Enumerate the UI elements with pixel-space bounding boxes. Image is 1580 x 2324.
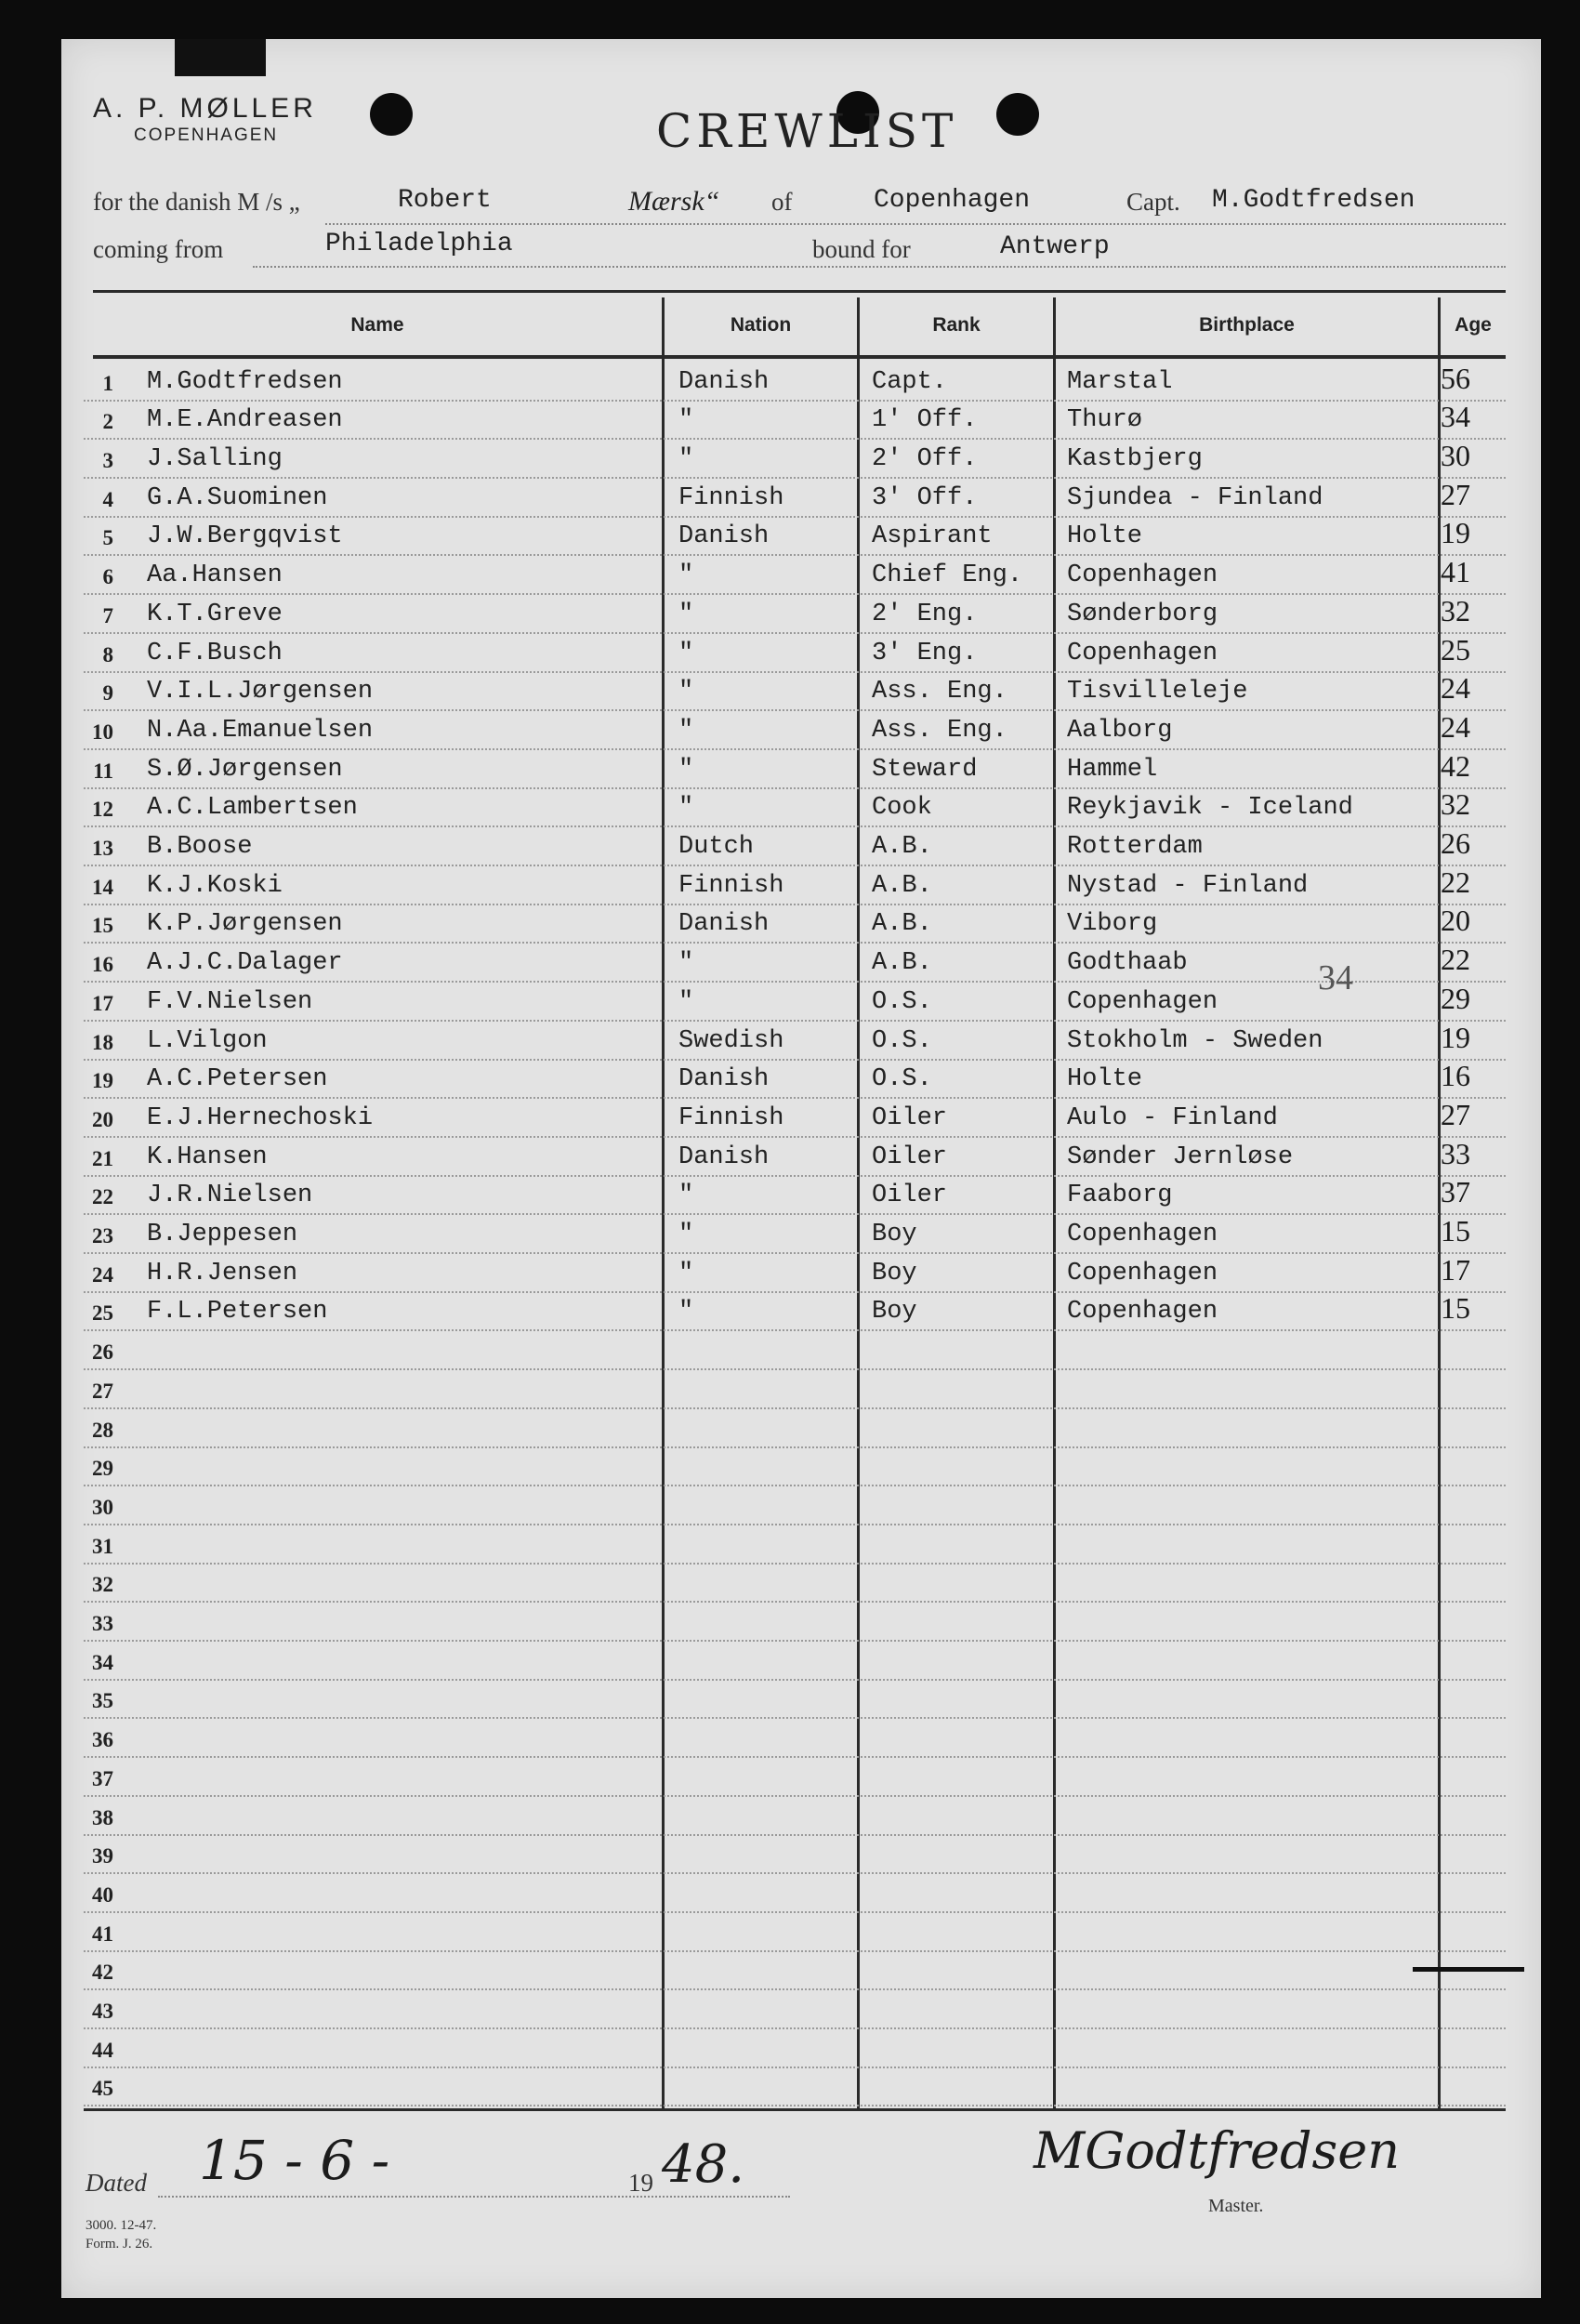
table-row (84, 1099, 1506, 1138)
crew-birthplace: Copenhagen (1067, 1221, 1218, 1249)
crew-nation: " (678, 794, 694, 823)
crew-nation: " (678, 949, 694, 978)
crew-name: J.Salling (147, 445, 283, 474)
crew-birthplace: Hammel (1067, 755, 1158, 784)
crew-name: S.Ø.Jørgensen (147, 755, 343, 784)
crew-age: 32 (1441, 787, 1470, 822)
crew-name: M.E.Andreasen (147, 406, 343, 435)
crew-nation: " (678, 1298, 694, 1327)
table-row (84, 557, 1506, 596)
tape-mark (175, 39, 266, 76)
table-row (84, 1720, 1506, 1759)
row-number: 11 (93, 759, 113, 783)
crew-rank: A.B. (872, 910, 932, 939)
column-header-birthplace: Birthplace (1199, 314, 1295, 336)
crew-rank: Boy (872, 1259, 917, 1287)
crew-birthplace: Faaborg (1067, 1182, 1173, 1210)
row-number: 20 (92, 1107, 113, 1131)
capt-label: Capt. (1126, 188, 1180, 216)
crew-age: 17 (1441, 1252, 1470, 1287)
crew-birthplace: Thurø (1067, 406, 1143, 435)
row-number: 45 (92, 2077, 113, 2101)
crew-rank: Cook (872, 794, 932, 823)
row-number: 22 (92, 1185, 113, 1209)
handwritten-date: 15 - 6 - (199, 2129, 390, 2192)
column-header-nation: Nation (730, 314, 792, 336)
table-row (84, 1525, 1506, 1565)
row-number: 5 (102, 526, 113, 550)
margin-note: 34 (1318, 958, 1353, 997)
row-number: 28 (92, 1418, 113, 1442)
row-number: 34 (92, 1650, 113, 1674)
crew-rank: Capt. (872, 367, 948, 396)
crew-age: 25 (1441, 632, 1470, 667)
row-number: 10 (92, 720, 113, 744)
row-number: 17 (92, 991, 113, 1015)
crew-name: N.Aa.Emanuelsen (147, 716, 374, 745)
punch-hole (370, 93, 413, 136)
crew-nation: " (678, 445, 694, 474)
crew-age: 29 (1441, 981, 1470, 1015)
table-header-rule (93, 355, 1506, 359)
row-number: 15 (92, 914, 113, 938)
row-number: 43 (92, 2000, 113, 2024)
table-row (84, 518, 1506, 557)
table-row (84, 750, 1506, 789)
crew-nation: Danish (678, 367, 770, 396)
crew-nation: " (678, 1182, 694, 1210)
home-port: Copenhagen (874, 186, 1031, 215)
crew-nation: " (678, 639, 694, 667)
crew-nation: " (678, 716, 694, 745)
table-row (84, 944, 1506, 984)
table-row (84, 1874, 1506, 1913)
row-number: 40 (92, 1882, 113, 1907)
crew-rank: Steward (872, 755, 978, 784)
table-row (84, 1332, 1506, 1371)
bound-for: Antwerp (1000, 232, 1110, 261)
table-row (84, 1293, 1506, 1332)
coming-from: Philadelphia (325, 230, 513, 258)
crew-birthplace: Stokholm - Sweden (1067, 1026, 1323, 1055)
crew-name: L.Vilgon (147, 1026, 268, 1055)
row-number: 3 (102, 449, 113, 473)
row-number: 37 (92, 1766, 113, 1790)
crew-age: 34 (1441, 400, 1470, 434)
crew-name: V.I.L.Jørgensen (147, 678, 374, 706)
crew-age: 19 (1441, 1020, 1470, 1054)
crew-birthplace: Aulo - Finland (1067, 1103, 1278, 1132)
master-label: Master. (1208, 2196, 1264, 2216)
row-number: 26 (92, 1340, 113, 1365)
captain-name: M.Godtfredsen (1212, 186, 1415, 215)
form-number-line1: 3000. 12-47. (86, 2218, 157, 2233)
table-row (84, 1022, 1506, 1061)
ship-name-2: Mærsk“ (628, 186, 720, 217)
crew-birthplace: Reykjavik - Iceland (1067, 794, 1353, 823)
table-row (84, 1061, 1506, 1100)
crew-rank: 2' Eng. (872, 600, 978, 628)
row-number: 39 (92, 1844, 113, 1868)
crew-name: A.C.Lambertsen (147, 794, 358, 823)
crew-nation: Swedish (678, 1026, 784, 1055)
bound-label: bound for (812, 235, 911, 263)
column-header-age: Age (1455, 314, 1492, 336)
row-number: 23 (92, 1224, 113, 1248)
crew-nation: " (678, 1221, 694, 1249)
crew-nation: " (678, 678, 694, 706)
row-number: 1 (102, 371, 113, 395)
table-bottom-rule (84, 2108, 1506, 2111)
table-row (84, 983, 1506, 1022)
crew-birthplace: Kastbjerg (1067, 445, 1203, 474)
table-row (84, 1603, 1506, 1642)
table-top-rule (93, 290, 1506, 293)
crew-name: K.J.Koski (147, 871, 283, 900)
table-row (84, 1952, 1506, 1991)
crew-birthplace: Copenhagen (1067, 561, 1218, 590)
crew-age: 37 (1441, 1175, 1470, 1209)
crew-rank: Oiler (872, 1142, 948, 1171)
crew-birthplace: Copenhagen (1067, 1298, 1218, 1327)
dated-label: Dated (86, 2169, 147, 2197)
table-row (84, 595, 1506, 634)
crew-age: 56 (1441, 361, 1470, 395)
crew-rank: Oiler (872, 1182, 948, 1210)
crew-age: 27 (1441, 1097, 1470, 1131)
row-number: 21 (92, 1146, 113, 1170)
table-row (84, 789, 1506, 828)
edge-mark (1413, 1967, 1524, 1972)
table-row (84, 1681, 1506, 1720)
row-number: 4 (102, 487, 113, 511)
row-number: 31 (92, 1534, 113, 1558)
table-row (84, 479, 1506, 518)
row-dotted-line (84, 2105, 1506, 2106)
crew-age: 24 (1441, 709, 1470, 744)
header-dotted-line (253, 266, 1506, 268)
table-row (84, 1409, 1506, 1448)
crew-name: B.Boose (147, 833, 253, 862)
table-row (84, 1797, 1506, 1836)
table-row (84, 363, 1506, 402)
crew-age: 26 (1441, 826, 1470, 861)
crew-rank: 1' Off. (872, 406, 978, 435)
master-signature: MGodtfredsen (1034, 2121, 1400, 2180)
crew-name: K.T.Greve (147, 600, 283, 628)
crew-name: J.W.Bergqvist (147, 522, 343, 551)
crew-name: K.P.Jørgensen (147, 910, 343, 939)
handwritten-year: 48. (662, 2134, 745, 2195)
table-row (84, 1642, 1506, 1681)
crew-birthplace: Aalborg (1067, 716, 1173, 745)
table-row (84, 1370, 1506, 1409)
table-row (84, 673, 1506, 712)
crew-age: 30 (1441, 439, 1470, 473)
table-row (84, 2068, 1506, 2107)
crew-birthplace: Sønderborg (1067, 600, 1218, 628)
company-name: A. P. MØLLER (93, 93, 317, 124)
crew-nation: " (678, 600, 694, 628)
crew-rank: A.B. (872, 833, 932, 862)
crew-nation: " (678, 755, 694, 784)
row-number: 33 (92, 1612, 113, 1636)
table-row (84, 1758, 1506, 1797)
crew-age: 42 (1441, 748, 1470, 783)
row-number: 16 (92, 953, 113, 977)
crew-nation: Finnish (678, 483, 784, 512)
crew-rank: Ass. Eng. (872, 678, 1007, 706)
crew-rank: O.S. (872, 1026, 932, 1055)
crew-age: 15 (1441, 1291, 1470, 1326)
table-row (84, 1565, 1506, 1604)
row-number: 6 (102, 565, 113, 589)
crew-name: H.R.Jensen (147, 1259, 298, 1287)
row-number: 7 (102, 603, 113, 627)
crew-age: 22 (1441, 943, 1470, 977)
crew-birthplace: Godthaab (1067, 949, 1188, 978)
table-row (84, 1215, 1506, 1254)
row-number: 30 (92, 1495, 113, 1519)
crew-nation: " (678, 1259, 694, 1287)
crew-nation: Danish (678, 910, 770, 939)
row-number: 2 (102, 410, 113, 434)
crew-birthplace: Nystad - Finland (1067, 871, 1309, 900)
table-row (84, 1254, 1506, 1293)
table-row (84, 905, 1506, 944)
crew-name: A.C.Petersen (147, 1065, 328, 1094)
row-number: 18 (92, 1030, 113, 1054)
table-row (84, 1836, 1506, 1875)
crew-birthplace: Holte (1067, 1065, 1143, 1094)
crew-nation: Danish (678, 1065, 770, 1094)
crew-age: 16 (1441, 1059, 1470, 1093)
crew-name: J.R.Nielsen (147, 1182, 313, 1210)
coming-label: coming from (93, 235, 224, 263)
table-row (84, 1138, 1506, 1177)
crew-name: G.A.Suominen (147, 483, 328, 512)
crew-birthplace: Copenhagen (1067, 639, 1218, 667)
crew-rank: Oiler (872, 1103, 948, 1132)
crew-age: 22 (1441, 865, 1470, 899)
crew-birthplace: Sjundea - Finland (1067, 483, 1323, 512)
crew-name: C.F.Busch (147, 639, 283, 667)
crew-rank: O.S. (872, 987, 932, 1016)
page-title: CREWLIST (656, 104, 958, 158)
crew-birthplace: Rotterdam (1067, 833, 1203, 862)
crew-birthplace: Copenhagen (1067, 1259, 1218, 1287)
crew-age: 33 (1441, 1136, 1470, 1170)
table-row (84, 1448, 1506, 1487)
row-number: 19 (92, 1069, 113, 1093)
table-row (84, 634, 1506, 673)
row-number: 8 (102, 642, 113, 667)
crew-age: 19 (1441, 516, 1470, 550)
crew-birthplace: Holte (1067, 522, 1143, 551)
crew-name: B.Jeppesen (147, 1221, 298, 1249)
row-number: 9 (102, 681, 113, 706)
crew-age: 41 (1441, 555, 1470, 589)
table-row (84, 1486, 1506, 1525)
row-number: 38 (92, 1805, 113, 1829)
row-number: 14 (92, 875, 113, 899)
column-header-name: Name (350, 314, 404, 336)
table-row (84, 827, 1506, 866)
row-number: 32 (92, 1573, 113, 1597)
row-number: 24 (92, 1262, 113, 1287)
crew-birthplace: Copenhagen (1067, 987, 1218, 1016)
crew-age: 24 (1441, 671, 1470, 706)
row-number: 35 (92, 1689, 113, 1713)
crew-nation: Finnish (678, 1103, 784, 1132)
table-row (84, 440, 1506, 479)
crew-nation: " (678, 561, 694, 590)
table-row (84, 1913, 1506, 1952)
table-row (84, 711, 1506, 750)
row-number: 27 (92, 1379, 113, 1403)
crew-rank: 2' Off. (872, 445, 978, 474)
company-city: COPENHAGEN (134, 125, 279, 145)
crew-nation: " (678, 987, 694, 1016)
table-row (84, 1177, 1506, 1216)
crew-age: 32 (1441, 593, 1470, 627)
row-number: 13 (92, 837, 113, 861)
dated-dotted-line (158, 2196, 790, 2198)
crew-rank: A.B. (872, 871, 932, 900)
crew-rank: 3' Eng. (872, 639, 978, 667)
row-number: 42 (92, 1961, 113, 1985)
ship-name-1: Robert (398, 186, 492, 215)
crew-nation: Finnish (678, 871, 784, 900)
crew-nation: Danish (678, 522, 770, 551)
row-number: 41 (92, 1921, 113, 1946)
table-row (84, 1990, 1506, 2029)
form-number-line2: Form. J. 26. (86, 2237, 153, 2251)
row-number: 36 (92, 1728, 113, 1752)
crew-rank: O.S. (872, 1065, 932, 1094)
column-header-rank: Rank (932, 314, 981, 336)
crew-birthplace: Marstal (1067, 367, 1173, 396)
crew-name: Aa.Hansen (147, 561, 283, 590)
crew-nation: Dutch (678, 833, 755, 862)
crew-age: 20 (1441, 904, 1470, 938)
row-number: 12 (92, 798, 113, 822)
for-label: for the danish M /s „ (93, 188, 300, 216)
table-row (84, 866, 1506, 905)
crew-rank: Boy (872, 1221, 917, 1249)
crew-nation: " (678, 406, 694, 435)
table-row (84, 402, 1506, 441)
crew-name: K.Hansen (147, 1142, 268, 1171)
crew-name: F.V.Nielsen (147, 987, 313, 1016)
header-dotted-line (325, 223, 1506, 225)
row-number: 25 (92, 1301, 113, 1326)
crew-nation: Danish (678, 1142, 770, 1171)
crew-rank: Chief Eng. (872, 561, 1023, 590)
of-label: of (771, 188, 793, 216)
crew-birthplace: Viborg (1067, 910, 1158, 939)
crew-rank: Ass. Eng. (872, 716, 1007, 745)
row-number: 29 (92, 1457, 113, 1481)
year-prefix: 19 (628, 2169, 653, 2197)
crew-birthplace: Sønder Jernløse (1067, 1142, 1294, 1171)
crew-birthplace: Tisvilleleje (1067, 678, 1248, 706)
crew-age: 15 (1441, 1214, 1470, 1248)
crew-name: M.Godtfredsen (147, 367, 343, 396)
crew-rank: 3' Off. (872, 483, 978, 512)
crew-name: F.L.Petersen (147, 1298, 328, 1327)
crew-rank: Boy (872, 1298, 917, 1327)
crew-name: A.J.C.Dalager (147, 949, 343, 978)
row-number: 44 (92, 2038, 113, 2062)
crew-age: 27 (1441, 477, 1470, 511)
crew-rank: A.B. (872, 949, 932, 978)
crew-name: E.J.Hernechoski (147, 1103, 374, 1132)
punch-hole (996, 93, 1039, 136)
crew-rank: Aspirant (872, 522, 993, 551)
table-row (84, 2029, 1506, 2068)
